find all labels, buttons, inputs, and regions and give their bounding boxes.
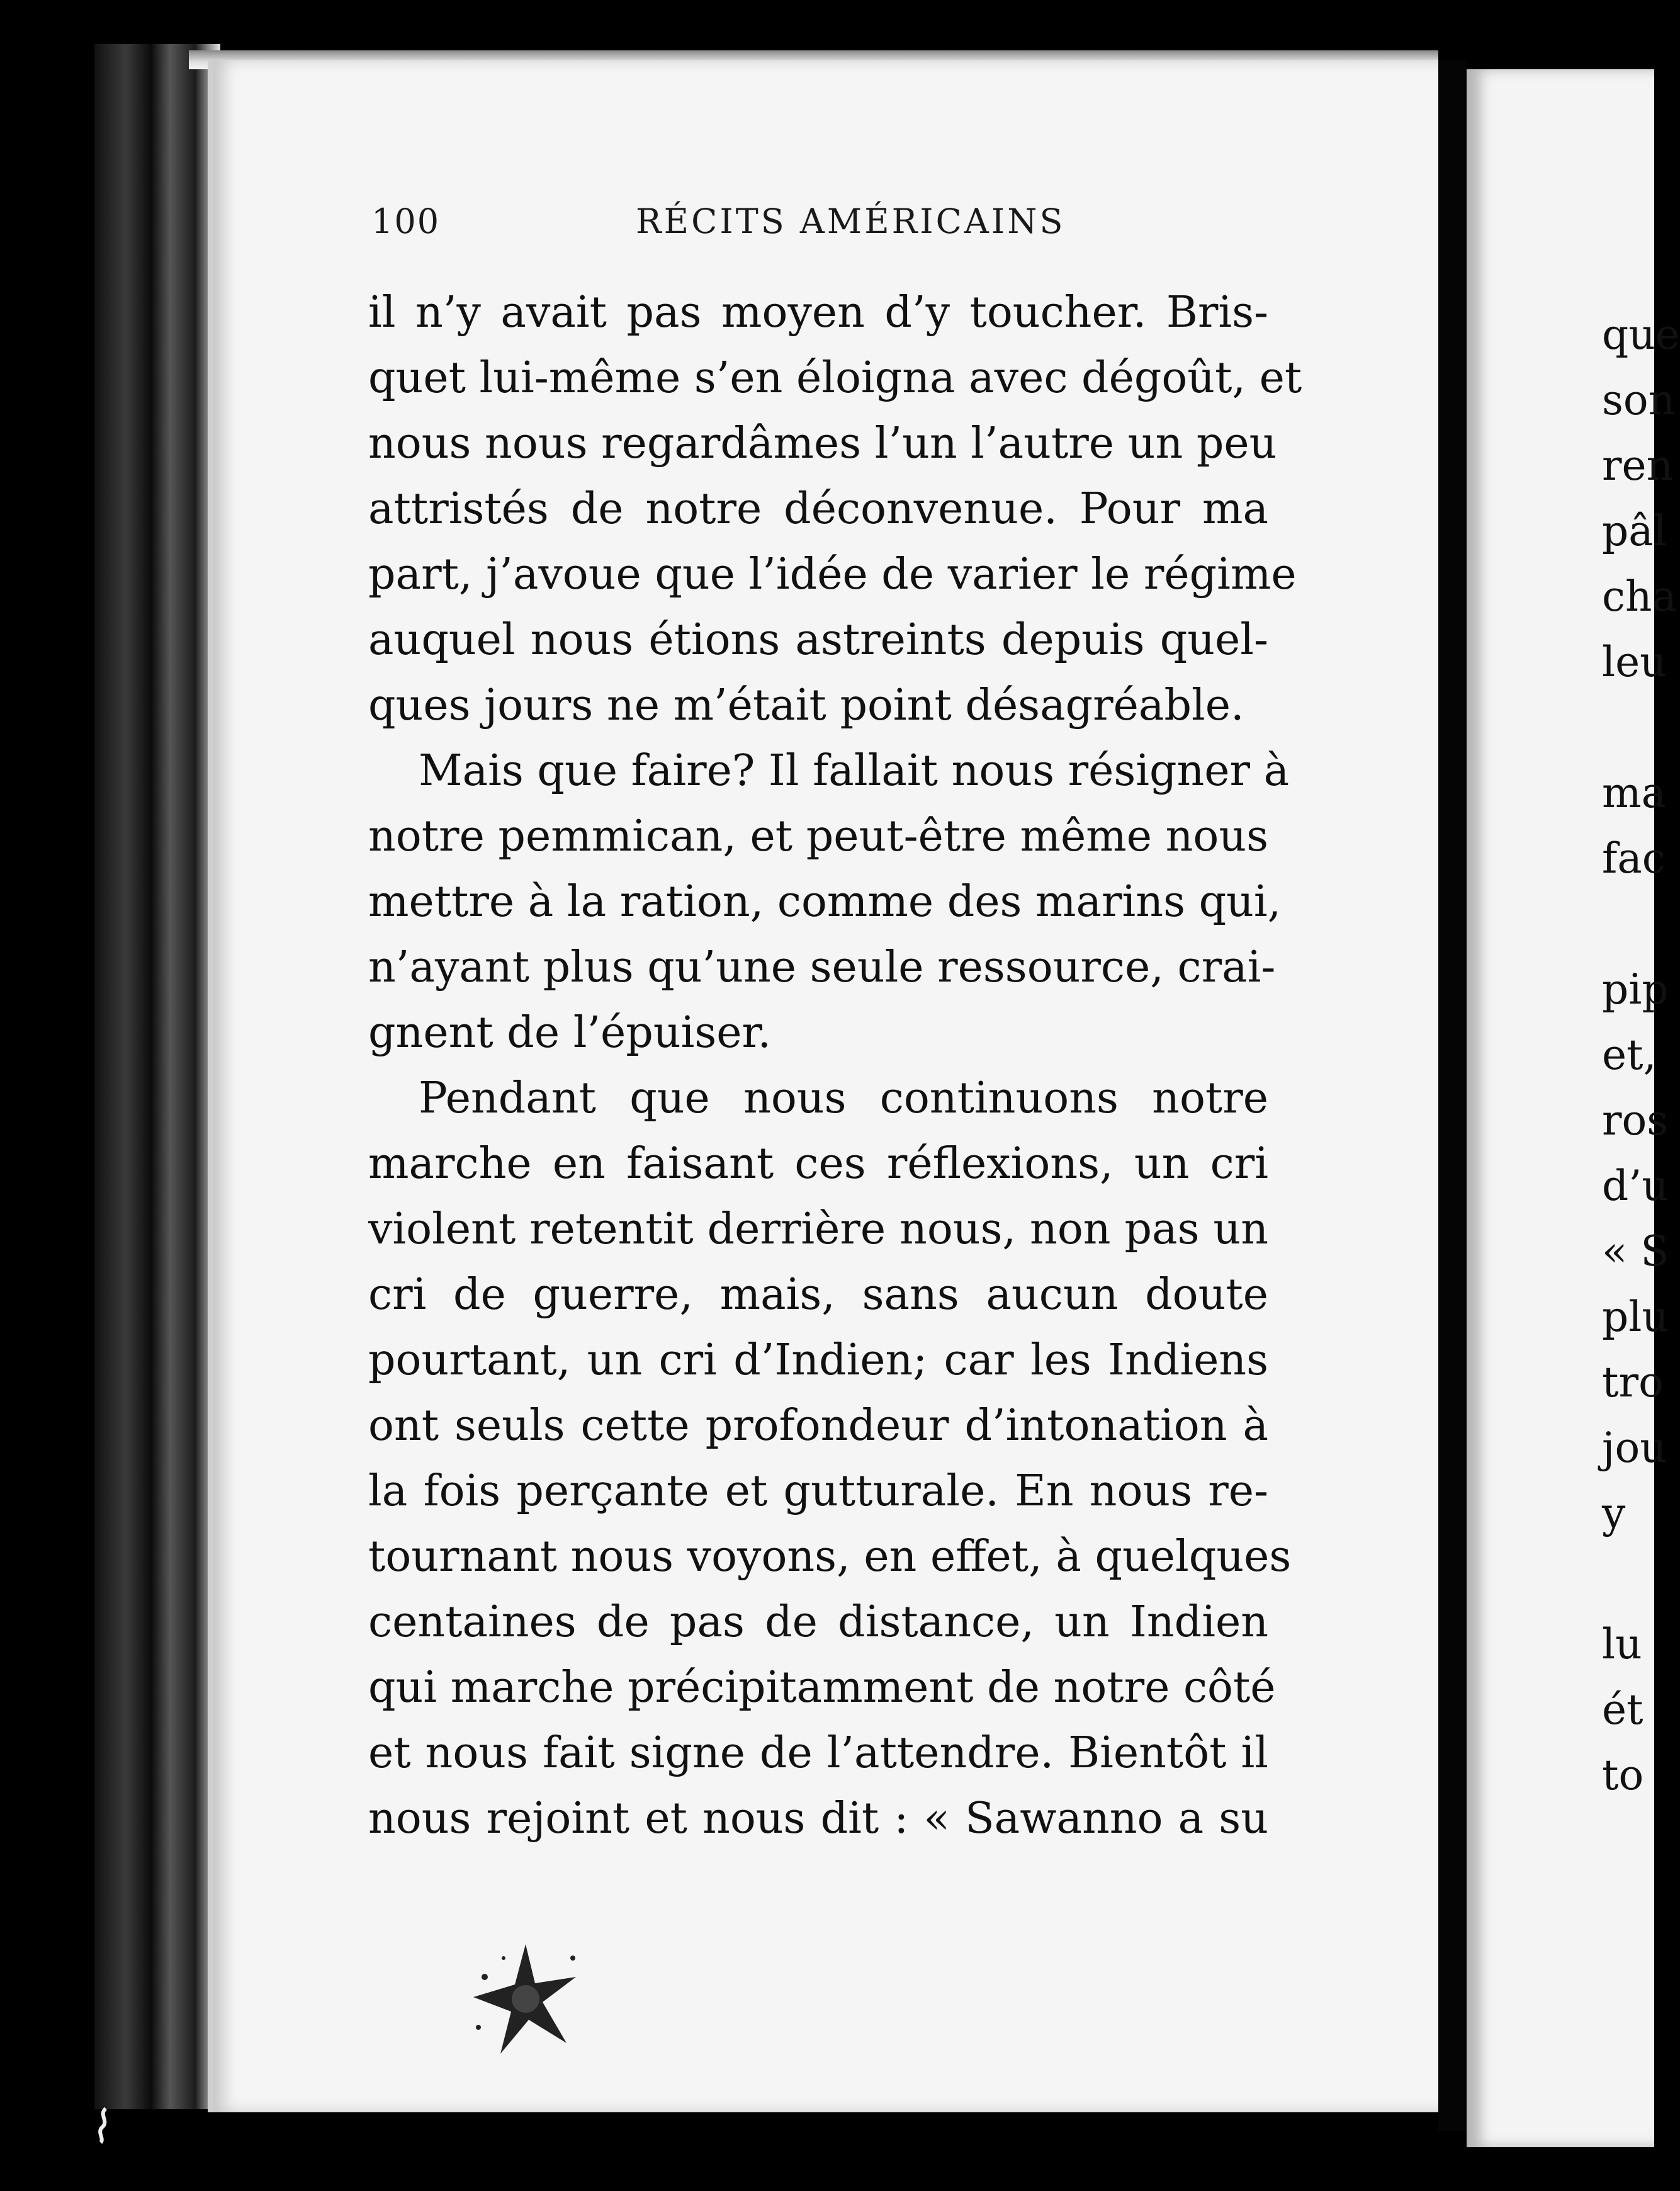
running-header [371, 201, 1265, 252]
text-line: nous rejoint et nous dit : « Sawanno a su [368, 1794, 1268, 1843]
text-line: Mais que faire? Il fallait nous résigner à [419, 746, 1290, 796]
facing-text-fragment: to [1602, 1751, 1644, 1799]
text-line: centaines de pas de distance, un Indien [368, 1597, 1268, 1647]
facing-text-fragment: ma [1602, 769, 1666, 817]
ornament-star-icon [466, 1939, 585, 2059]
facing-text-fragment: ét [1602, 1685, 1643, 1734]
text-line: tournant nous voyons, en effet, à quelques [368, 1532, 1292, 1582]
book-spine-shadow [94, 44, 220, 2109]
page-number: 100 [371, 201, 441, 241]
body-text [368, 280, 1302, 1852]
text-line: n’ayant plus qu’une seule ressource, crai- [368, 943, 1276, 992]
text-line: nous nous regardâmes l’un l’autre un peu [368, 419, 1277, 468]
text-line: gnent de l’épuiser. [368, 1008, 772, 1058]
text-line: il n’y avait pas moyen d’y toucher. Bris- [368, 288, 1268, 337]
text-line: marche en faisant ces réflexions, un cri [368, 1139, 1268, 1189]
facing-text-fragment: lu [1602, 1620, 1642, 1668]
facing-text-fragment: ren [1602, 441, 1674, 490]
text-line: ques jours ne m’était point désagréable. [368, 681, 1244, 730]
facing-text-fragment: et, [1602, 1031, 1657, 1079]
text-line: notre pemmican, et peut-être même nous [368, 812, 1269, 861]
text-line: la fois perçante et gutturale. En nous re- [368, 1466, 1268, 1516]
text-line: violent retentit derrière nous, non pas un [368, 1204, 1268, 1254]
text-line: cri de guerre, mais, sans aucun doute [368, 1270, 1268, 1320]
facing-text-fragment [1602, 695, 1680, 761]
running-title: RÉCITS AMÉRICAINS [636, 201, 1066, 241]
text-line: mettre à la ration, comme des marins qui, [368, 877, 1282, 927]
facing-text-fragment: d’u [1602, 1162, 1669, 1210]
facing-text-fragment: y [1602, 1489, 1626, 1537]
facing-text-fragment: jou [1602, 1424, 1667, 1472]
facing-text-fragment: son [1602, 376, 1676, 424]
facing-text-fragment: cha [1602, 572, 1677, 621]
facing-text-fragment: tro [1602, 1358, 1664, 1407]
facing-text-fragment: ros [1602, 1096, 1669, 1145]
text-line: ont seuls cette profondeur d’intonation à [368, 1401, 1268, 1451]
facing-text-fragment: leu [1602, 638, 1667, 686]
text-line: et nous fait signe de l’attendre. Bientôt il [368, 1728, 1268, 1778]
facing-text-fragment: plu [1602, 1293, 1669, 1341]
text-line: part, j’avoue que l’idée de varier le régime [368, 550, 1297, 599]
text-line: quet lui-même s’en éloigna avec dégoût, et [368, 353, 1302, 403]
text-line: attristés de notre déconvenue. Pour ma [368, 484, 1268, 534]
facing-text-fragment [1602, 1546, 1680, 1612]
text-line: Pendant que nous continuons notre [419, 1073, 1268, 1123]
facing-text-fragment: que [1602, 310, 1680, 359]
facing-page-text [1602, 302, 1680, 1808]
margin-mark-icon [94, 2106, 113, 2144]
facing-text-fragment [1602, 892, 1680, 957]
facing-text-fragment: pip [1602, 965, 1669, 1014]
facing-text-fragment: « S [1602, 1227, 1669, 1276]
text-line: qui marche précipitamment de notre côté [368, 1663, 1276, 1713]
text-line: pourtant, un cri d’Indien; car les Indiens [368, 1335, 1268, 1385]
page-gutter [1438, 60, 1467, 2131]
facing-text-fragment: pâl [1602, 507, 1667, 555]
text-line: auquel nous étions astreints depuis quel- [368, 615, 1268, 665]
facing-text-fragment: fac [1602, 834, 1666, 883]
